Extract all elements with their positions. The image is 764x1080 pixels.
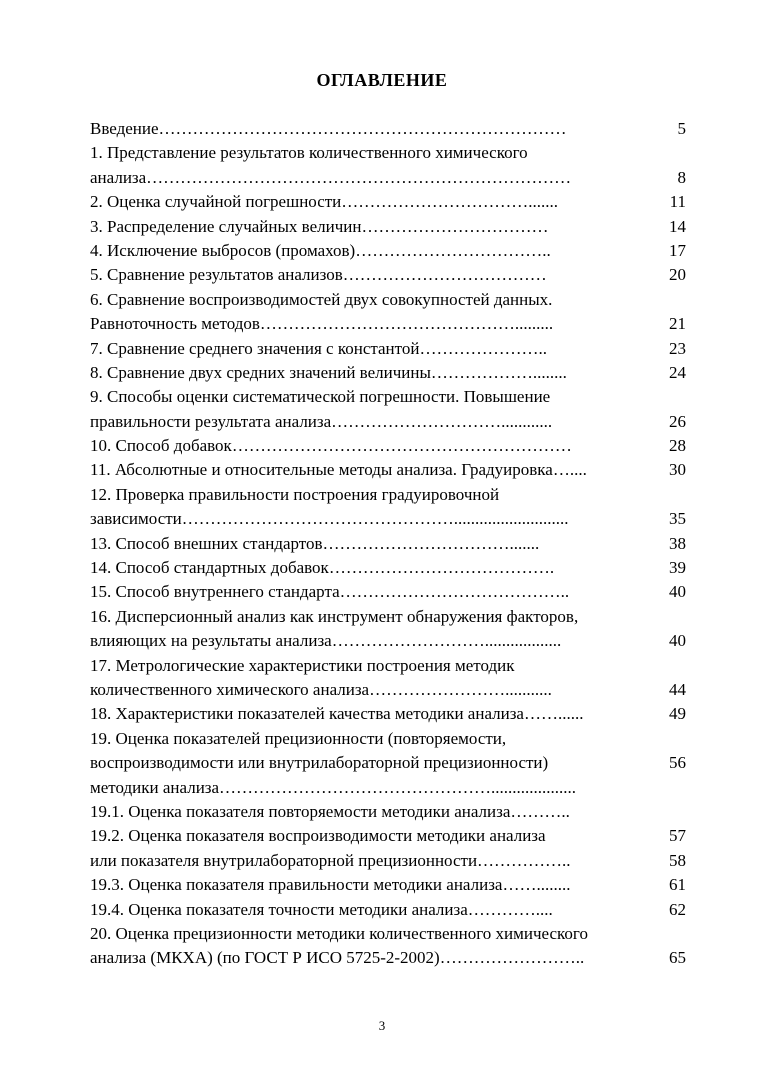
toc-entry-title: 1. Представление результатов количественного химического	[90, 143, 528, 163]
toc-entry	[90, 727, 686, 751]
toc-entry-title: 14. Способ стандартных добавок………………………………….	[90, 558, 555, 578]
toc-entry-title: 19.4. Оценка показателя точности методики анализа…………....	[90, 899, 553, 919]
toc-entry	[90, 678, 686, 702]
toc-entry	[90, 239, 686, 263]
toc-entry	[90, 605, 686, 629]
toc-entry-title: 16. Дисперсионный анализ как инструмент обнаружения факторов,	[90, 606, 579, 626]
toc-entry-page: 24	[669, 362, 686, 382]
toc-entry	[90, 898, 686, 922]
toc-entry-page: 38	[669, 533, 686, 553]
toc-entry-title: 10. Способ добавок……………………………………………………	[90, 436, 572, 456]
toc-entry	[90, 141, 686, 165]
toc-entry	[90, 215, 686, 239]
toc-entry-title: 9. Способы оценки систематической погрешности. Повышение	[90, 387, 551, 407]
toc-entry-title: 20. Оценка прецизионности методики количественного химического	[90, 923, 588, 943]
toc-entry-page: 40	[669, 582, 686, 602]
toc-entry-page: 35	[669, 509, 686, 529]
toc-entry	[90, 824, 686, 848]
toc-entry-title: правильности результата анализа…………………………............	[90, 411, 553, 431]
toc-entry-title: 11. Абсолютные и относительные методы анализа. Градуировка…....	[90, 460, 587, 480]
toc-entry-title: 18. Характеристики показателей качества методики анализа……......	[90, 704, 584, 724]
toc-entry	[90, 434, 686, 458]
toc-entry	[90, 580, 686, 604]
toc-entry-page: 21	[669, 314, 686, 334]
toc-entry-page: 28	[669, 436, 686, 456]
toc-entry-title: 3. Распределение случайных величин……………………………	[90, 216, 549, 236]
toc-entry-page: 20	[669, 265, 686, 285]
toc-entry	[90, 702, 686, 726]
toc-entry	[90, 849, 686, 873]
toc-entry-title: анализа (МКХА) (по ГОСТ Р ИСО 5725-2-2002)……………………..	[90, 948, 585, 968]
page-number: 3	[378, 1018, 386, 1033]
toc-entry-title: методики анализа…………………………………………....................	[90, 777, 577, 797]
toc-entry	[90, 361, 686, 385]
toc-entry-page: 8	[677, 167, 686, 187]
toc-entry-title: 19.3. Оценка показателя правильности методики анализа……........	[90, 875, 571, 895]
toc-entry	[90, 337, 686, 361]
toc-entry-title: 19. Оценка показателей прецизионности (повторяемости,	[90, 728, 507, 748]
toc-entry-page: 23	[669, 338, 686, 358]
toc-entry-page: 14	[669, 216, 686, 236]
toc-entry-page: 49	[669, 704, 686, 724]
toc-entry-page: 39	[669, 558, 686, 578]
toc-entry-title: влияющих на результаты анализа………………………..................	[90, 631, 562, 651]
toc-entry-title: 8. Сравнение двух средних значений величины………………........	[90, 362, 567, 382]
toc-entry-page: 40	[669, 631, 686, 651]
toc-entry-page: 5	[677, 119, 686, 138]
page-title: ОГЛАВЛЕНИЕ	[316, 70, 448, 90]
toc-entry	[90, 556, 686, 580]
toc-entry-page: 17	[669, 240, 686, 260]
toc-entry	[90, 117, 686, 141]
toc-entry	[90, 629, 686, 653]
toc-entry-page: 57	[669, 826, 686, 846]
toc-entry-title: 19.2. Оценка показателя воспроизводимости методики анализа	[90, 826, 546, 846]
toc-entry-title: или показателя внутрилабораторной прецизионности……………..	[90, 850, 571, 870]
toc-entry	[90, 312, 686, 336]
toc-entry-title: Введение………………………………………………………………	[90, 119, 567, 138]
toc-entry-title: количественного химического анализа……………………...........	[90, 679, 552, 699]
toc-entry	[90, 654, 686, 678]
toc-entry-title: 19.1. Оценка показателя повторяемости методики анализа………..	[90, 801, 570, 821]
toc-entry	[90, 800, 686, 824]
toc-entry	[90, 507, 686, 531]
toc-entry-page: 26	[669, 411, 686, 431]
toc-entry-page: 56	[669, 753, 686, 773]
toc-entry	[90, 922, 686, 946]
toc-entry-page: 30	[669, 460, 686, 480]
toc-entry-title: зависимости…………………………………………...........................	[90, 509, 569, 529]
toc-entry-title: воспроизводимости или внутрилабораторной прецизионности)	[90, 753, 549, 773]
toc-entry	[90, 873, 686, 897]
toc-entry	[90, 458, 686, 482]
toc-entry	[90, 483, 686, 507]
toc-entry-page: 11	[669, 192, 686, 212]
toc-entry-title: 2. Оценка случайной погрешности…………………………….......	[90, 192, 559, 212]
toc-entry	[90, 410, 686, 434]
toc-entry	[90, 288, 686, 312]
toc-entry-title: 13. Способ внешних стандартов…………………………….......	[90, 533, 540, 553]
toc-entry	[90, 263, 686, 287]
toc-entry-title: Равноточность методов……………………………………….........	[90, 314, 554, 334]
toc-entry-page: 65	[669, 948, 686, 968]
toc-entry	[90, 946, 686, 970]
toc-entry	[90, 751, 686, 775]
toc-entry-page: 58	[669, 850, 686, 870]
toc-entry-title: 12. Проверка правильности построения градуировочной	[90, 484, 500, 504]
toc-entry-page: 62	[669, 899, 686, 919]
toc-entry	[90, 385, 686, 409]
toc-entry-title: 7. Сравнение среднего значения с константой…………………..	[90, 338, 547, 358]
toc-entry-page: 61	[669, 875, 686, 895]
toc-entry-title: 4. Исключение выбросов (промахов)……………………………..	[90, 240, 551, 260]
toc-entry-title: 5. Сравнение результатов анализов………………………………	[90, 265, 547, 285]
toc-entry-title: 6. Сравнение воспроизводимостей двух совокупностей данных.	[90, 289, 553, 309]
toc-entry-title: 15. Способ внутреннего стандарта…………………………………..	[90, 582, 570, 602]
toc-entry-title: анализа…………………………………………………………………	[90, 167, 572, 187]
toc-entry	[90, 166, 686, 190]
toc-entry-title: 17. Метрологические характеристики построения методик	[90, 655, 515, 675]
table-of-contents	[90, 117, 686, 971]
toc-entry-page: 44	[669, 679, 686, 699]
toc-entry	[90, 190, 686, 214]
toc-entry	[90, 776, 686, 800]
toc-entry	[90, 532, 686, 556]
